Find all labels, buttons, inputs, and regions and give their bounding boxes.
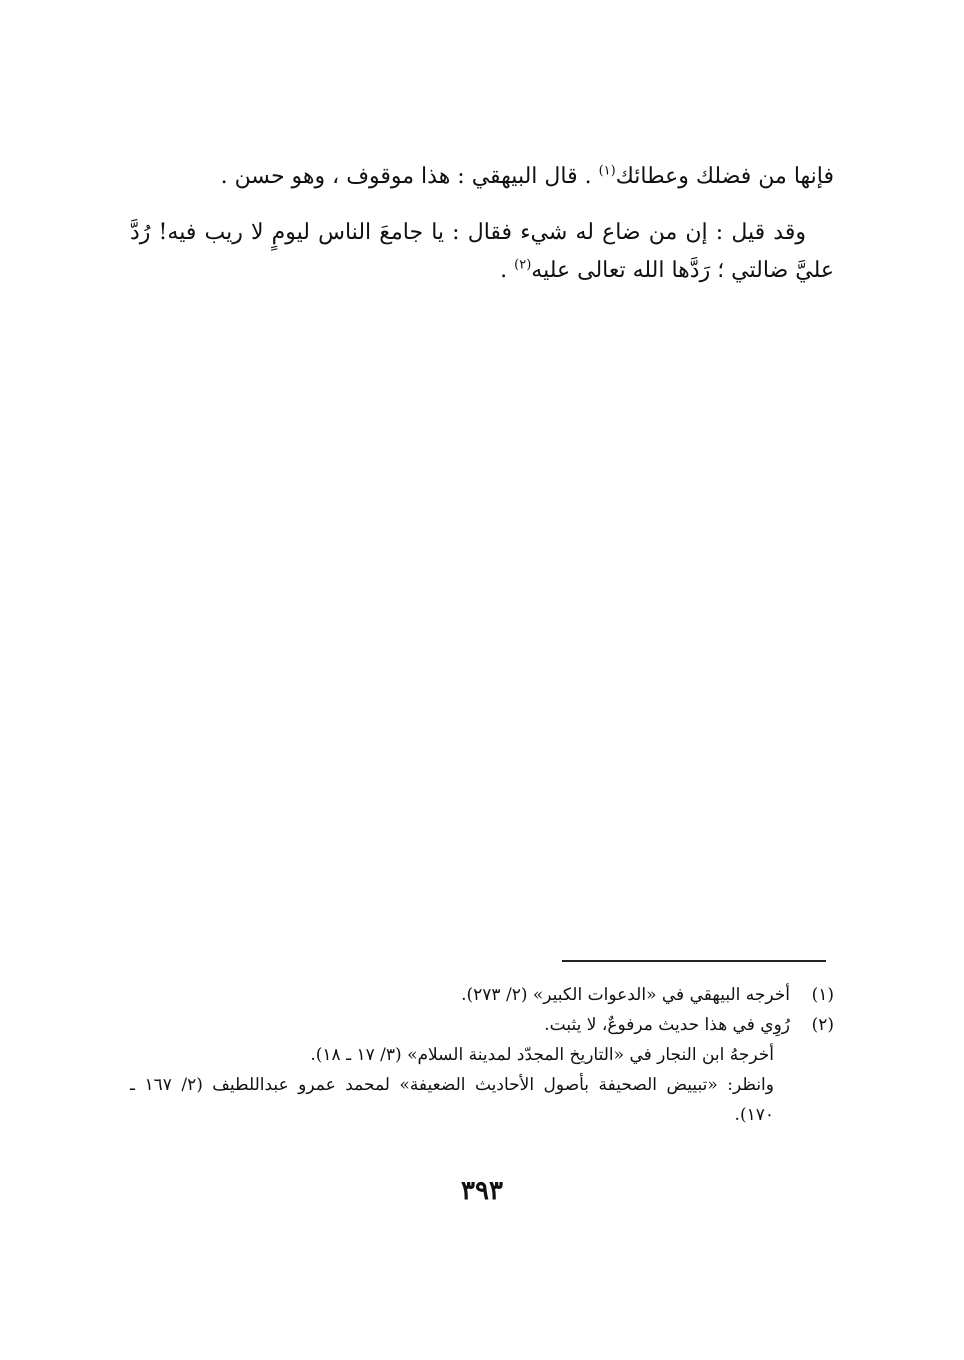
footnote-2 — [130, 1010, 834, 1040]
footnote-2-reference: وانظر: «تبييض الصحيفة بأصول الأحاديث الضعيفة» لمحمد عمرو عبداللطيف (٢/ ١٦٧ ـ ١٧٠). — [130, 1075, 774, 1125]
paragraph-1 — [130, 158, 834, 196]
footnote-ref-1: (١) — [598, 163, 616, 179]
footnotes — [130, 980, 834, 1130]
main-text — [130, 158, 834, 290]
paragraph-1-tail: . قال البيهقي : هذا موقوف ، وهو حسن . — [220, 164, 599, 189]
footnote-1-text: أخرجه البيهقي في «الدعوات الكبير» (٢/ ٢٧٣). — [461, 985, 790, 1005]
footnote-2-number: (٢) — [811, 1015, 834, 1035]
footnote-2-source: أخرجهُ ابن النجار في «التاريخ المجدّد لمدينة السلام» (٣/ ١٧ ـ ١٨). — [310, 1045, 774, 1065]
paragraph-2-text: وقد قيل : إن من ضاع له شيء فقال : يا جامعَ الناس ليومٍ لا ريب فيه! رُدَّ عليَّ ضالتي ؛ رَدَّها الله تعالى عليه — [130, 220, 834, 283]
page-number: ٣٩٣ — [461, 1176, 503, 1206]
footnote-1 — [130, 980, 834, 1010]
paragraph-2-tail: . — [500, 258, 515, 283]
paragraph-1-text: فإنها من فضلك وعطائك — [615, 164, 834, 189]
footnote-1-number: (١) — [811, 985, 834, 1005]
footnote-ref-2: (٢) — [514, 257, 532, 273]
footnote-2-text: رُوِي في هذا حديث مرفوعٌ، لا يثبت. — [544, 1015, 790, 1035]
footnote-divider — [562, 960, 826, 962]
paragraph-2 — [130, 214, 834, 290]
